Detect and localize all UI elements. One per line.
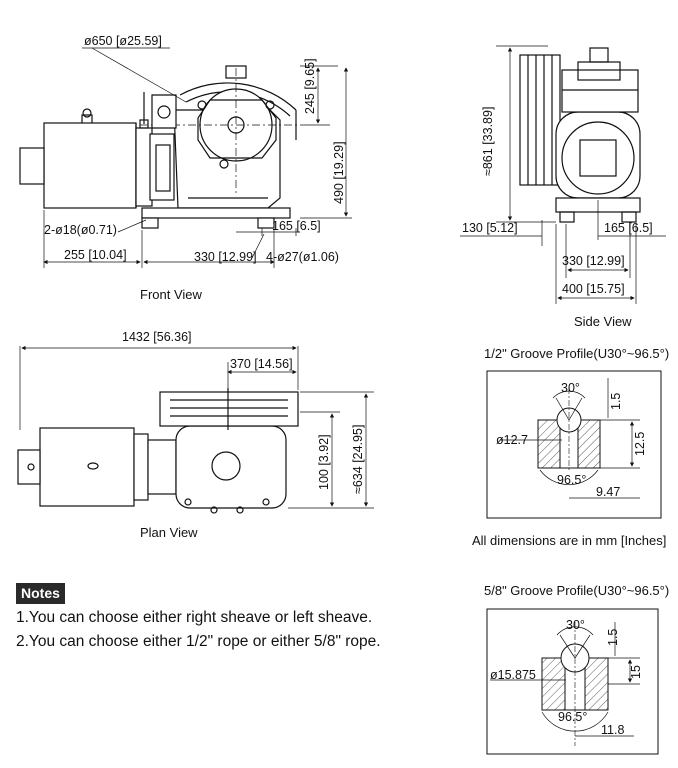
groove-half-height: 12.5 <box>633 431 647 456</box>
units-note: All dimensions are in mm [Inches] <box>472 533 667 548</box>
groove-fiveeighths-dia: ø15.875 <box>490 668 536 682</box>
note-line-1: 1.You can choose either right sheave or left sheave. <box>16 609 373 626</box>
front-center-height: 490 [19.29] <box>332 141 346 204</box>
notes-section <box>16 583 456 653</box>
front-sheave-dia: ø650 [ø25.59] <box>84 34 162 48</box>
groove-half-dia: ø12.7 <box>496 433 528 447</box>
side-height: ≈861 [33.89] <box>481 106 495 176</box>
front-small-holes: 2-ø18(ø0.71) <box>44 223 117 237</box>
side-sheave-offset: 130 [5.12] <box>462 221 518 235</box>
groove-fiveeighths-width: 11.8 <box>601 723 625 737</box>
groove-half-width: 9.47 <box>596 485 621 499</box>
groove-half-title: 1/2" Groove Profile(U30°~96.5°) <box>484 346 670 361</box>
plan-view-label: Plan View <box>140 525 198 540</box>
front-left-span: 255 [10.04] <box>64 248 127 262</box>
front-foot-dim: 165 [6.5] <box>272 219 321 233</box>
groove-fiveeighths-angle-top: 30° <box>566 618 585 632</box>
plan-overall-length: 1432 [56.36] <box>122 330 192 344</box>
groove-half-angle-top: 30° <box>561 381 580 395</box>
notes-list <box>16 607 456 653</box>
side-view-label: Side View <box>574 314 632 329</box>
front-base-span: 330 [12.99] <box>194 250 257 264</box>
groove-half-angle-bottom: 96.5° <box>557 473 587 487</box>
plan-overall-width: ≈634 [24.95] <box>351 424 365 494</box>
groove-fiveeighths-depth: 1.5 <box>606 628 620 646</box>
groove-fiveeighths-height: 15 <box>629 665 643 679</box>
side-foot-offset: 165 [6.5] <box>604 221 653 235</box>
notes-title: Notes <box>16 583 65 604</box>
plan-offset: 100 [3.92] <box>317 434 331 490</box>
groove-fiveeighths-title: 5/8" Groove Profile(U30°~96.5°) <box>484 583 670 598</box>
plan-sheave-width: 370 [14.56] <box>230 357 293 371</box>
front-large-holes: 4-ø27(ø1.06) <box>266 250 339 264</box>
front-view-label: Front View <box>140 287 202 302</box>
note-line-2: 2.You can choose either 1/2" rope or either 5/8" rope. <box>16 633 381 650</box>
side-base-width: 400 [15.75] <box>562 282 625 296</box>
front-top-offset: 245 [9.65] <box>303 58 317 114</box>
groove-half-depth: 1.5 <box>609 392 623 410</box>
side-hole-span: 330 [12.99] <box>562 254 625 268</box>
groove-fiveeighths-angle-bottom: 96.5° <box>558 710 588 724</box>
